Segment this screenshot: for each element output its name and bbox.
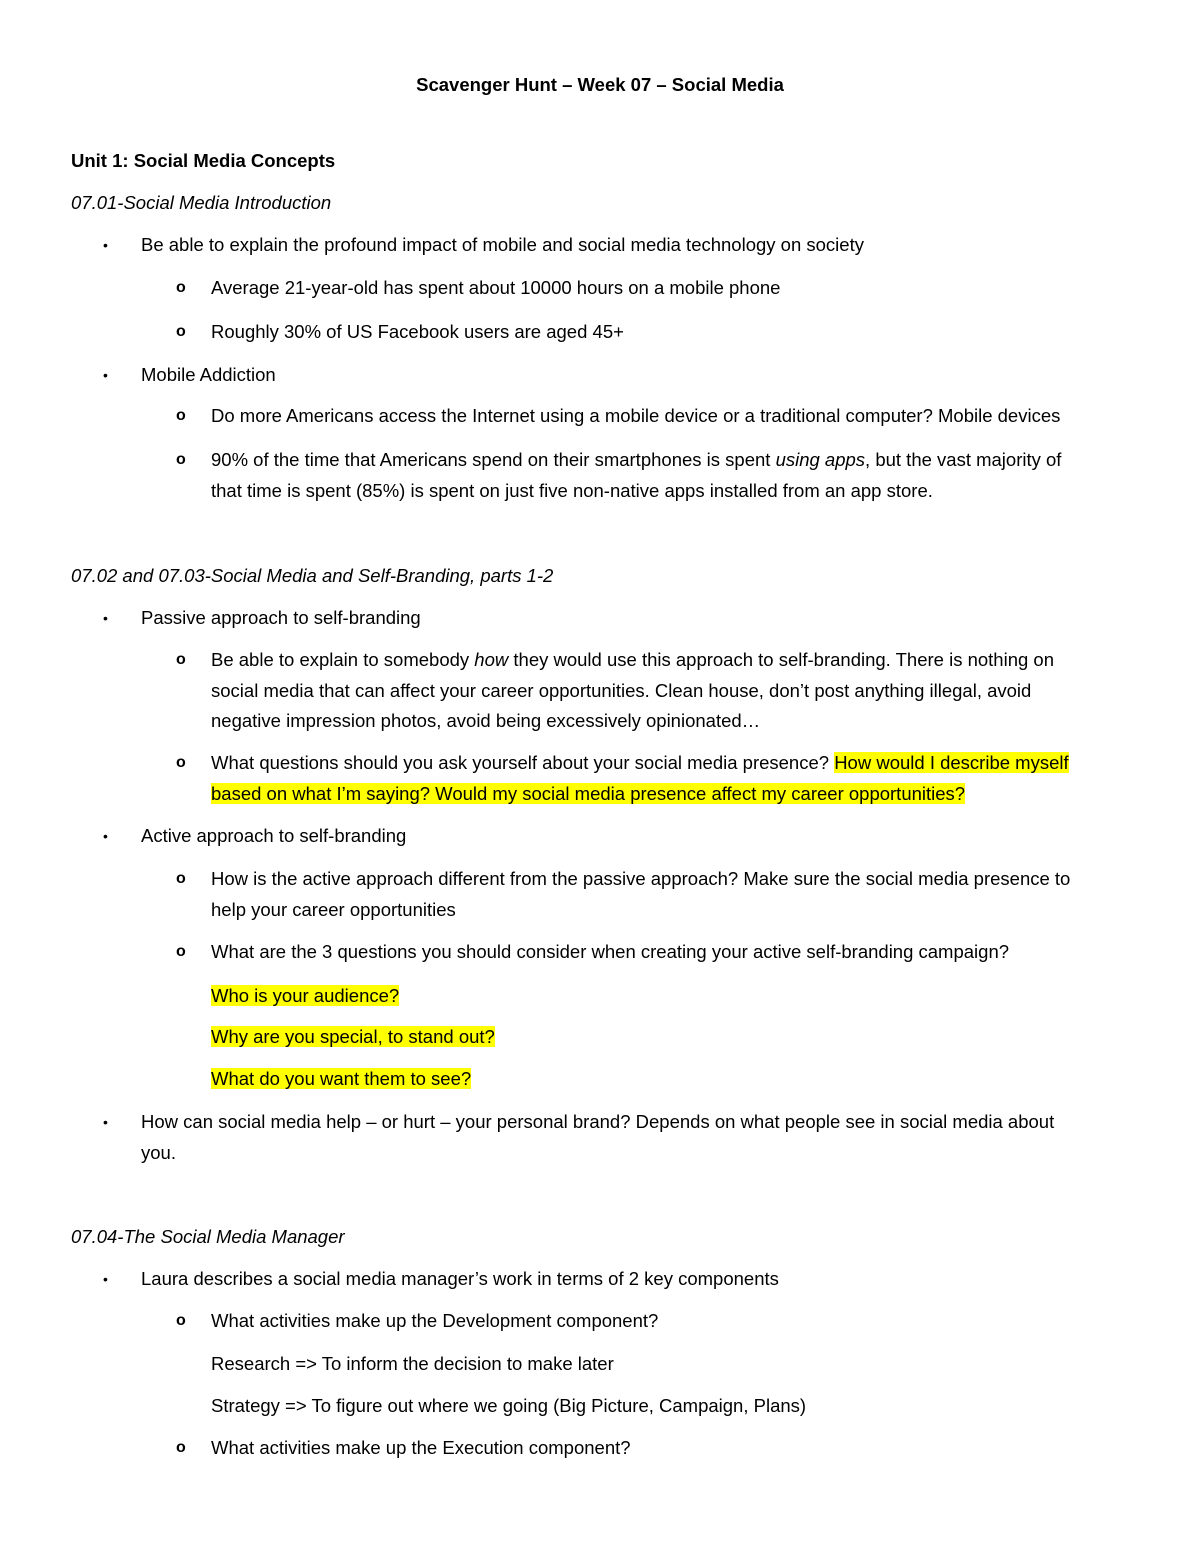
- text-run: What questions should you ask yourself about your social media presence?: [211, 752, 835, 773]
- sub-bullet-icon: o: [176, 323, 186, 340]
- sub-list-item: Average 21-year-old has spent about 10000 hours on a mobile phone: [211, 277, 781, 298]
- emphasis-text: how: [474, 649, 509, 670]
- sub-bullet-icon: o: [176, 1312, 186, 1329]
- sub-list-item: Roughly 30% of US Facebook users are aged 45+: [211, 321, 624, 342]
- answer-line: [211, 984, 399, 1008]
- sub-bullet-icon: o: [176, 870, 186, 887]
- highlighted-answer: Who is your audience?: [211, 985, 400, 1006]
- sub-list-item: What activities make up the Execution component?: [211, 1437, 631, 1458]
- emphasis-text: using apps: [775, 449, 866, 470]
- unit-heading: Unit 1: Social Media Concepts: [71, 150, 336, 171]
- sub-list-item: What activities make up the Development component?: [211, 1310, 659, 1331]
- bullet-icon: •: [103, 1271, 108, 1287]
- list-item: Mobile Addiction: [141, 364, 276, 385]
- list-item: How can social media help – or hurt – your personal brand? Depends on what people see in social media about: [141, 1111, 1055, 1132]
- section-heading-0702-0703: 07.02 and 07.03-Social Media and Self-Branding, parts 1-2: [71, 565, 554, 586]
- bullet-icon: •: [103, 1114, 108, 1130]
- text-run: 90% of the time that Americans spend on their smartphones is spent: [211, 449, 776, 470]
- bullet-icon: •: [103, 367, 108, 383]
- sub-bullet-icon: o: [176, 754, 186, 771]
- sub-list-item: [211, 751, 1069, 775]
- sub-list-item: [211, 448, 1061, 472]
- sub-bullet-icon: o: [176, 1439, 186, 1456]
- sub-list-item: [211, 648, 1054, 672]
- highlighted-answer: based on what I’m saying? Would my social media presence affect my career opportunities?: [211, 783, 966, 804]
- list-item-continuation: you.: [141, 1142, 176, 1163]
- text-run: they would use this approach to self-branding. There is nothing on: [508, 649, 1054, 670]
- sub-bullet-icon: o: [176, 451, 186, 468]
- answer-line: Strategy => To figure out where we going (Big Picture, Campaign, Plans): [211, 1395, 807, 1416]
- text-run: , but the vast majority of: [865, 449, 1062, 470]
- bullet-icon: •: [103, 828, 108, 844]
- list-item: Laura describes a social media manager’s work in terms of 2 key components: [141, 1268, 779, 1289]
- answer-line: [211, 1025, 495, 1049]
- list-item: Active approach to self-branding: [141, 825, 407, 846]
- sub-bullet-icon: o: [176, 943, 186, 960]
- text-run: Be able to explain to somebody: [211, 649, 475, 670]
- highlighted-answer: How would I describe myself: [834, 752, 1069, 773]
- sub-list-item-continuation: social media that can affect your career opportunities. Clean house, don’t post anything illegal, avoid: [211, 680, 1032, 701]
- section-heading-0701: 07.01-Social Media Introduction: [71, 192, 332, 213]
- bullet-icon: •: [103, 237, 108, 253]
- list-item: Passive approach to self-branding: [141, 607, 421, 628]
- sub-list-item-continuation: that time is spent (85%) is spent on just five non-native apps installed from an app store.: [211, 480, 933, 501]
- sub-list-item-continuation: help your career opportunities: [211, 899, 456, 920]
- sub-bullet-icon: o: [176, 651, 186, 668]
- list-item: Be able to explain the profound impact of mobile and social media technology on society: [141, 234, 864, 255]
- answer-line: Research => To inform the decision to make later: [211, 1353, 614, 1374]
- sub-list-item-continuation: [211, 782, 965, 806]
- section-heading-0704: 07.04-The Social Media Manager: [71, 1226, 345, 1247]
- answer-line: [211, 1067, 471, 1091]
- sub-bullet-icon: o: [176, 279, 186, 296]
- sub-list-item: Do more Americans access the Internet using a mobile device or a traditional computer? Mobile devices: [211, 405, 1061, 426]
- highlighted-answer: What do you want them to see?: [211, 1068, 472, 1089]
- highlighted-answer: Why are you special, to stand out?: [211, 1026, 495, 1047]
- document-title: Scavenger Hunt – Week 07 – Social Media: [416, 74, 784, 95]
- sub-list-item-continuation: negative impression photos, avoid being excessively opinionated…: [211, 710, 761, 731]
- sub-bullet-icon: o: [176, 407, 186, 424]
- bullet-icon: •: [103, 610, 108, 626]
- sub-list-item: How is the active approach different from the passive approach? Make sure the social media presence to: [211, 868, 1071, 889]
- sub-list-item: What are the 3 questions you should consider when creating your active self-branding campaign?: [211, 941, 1010, 962]
